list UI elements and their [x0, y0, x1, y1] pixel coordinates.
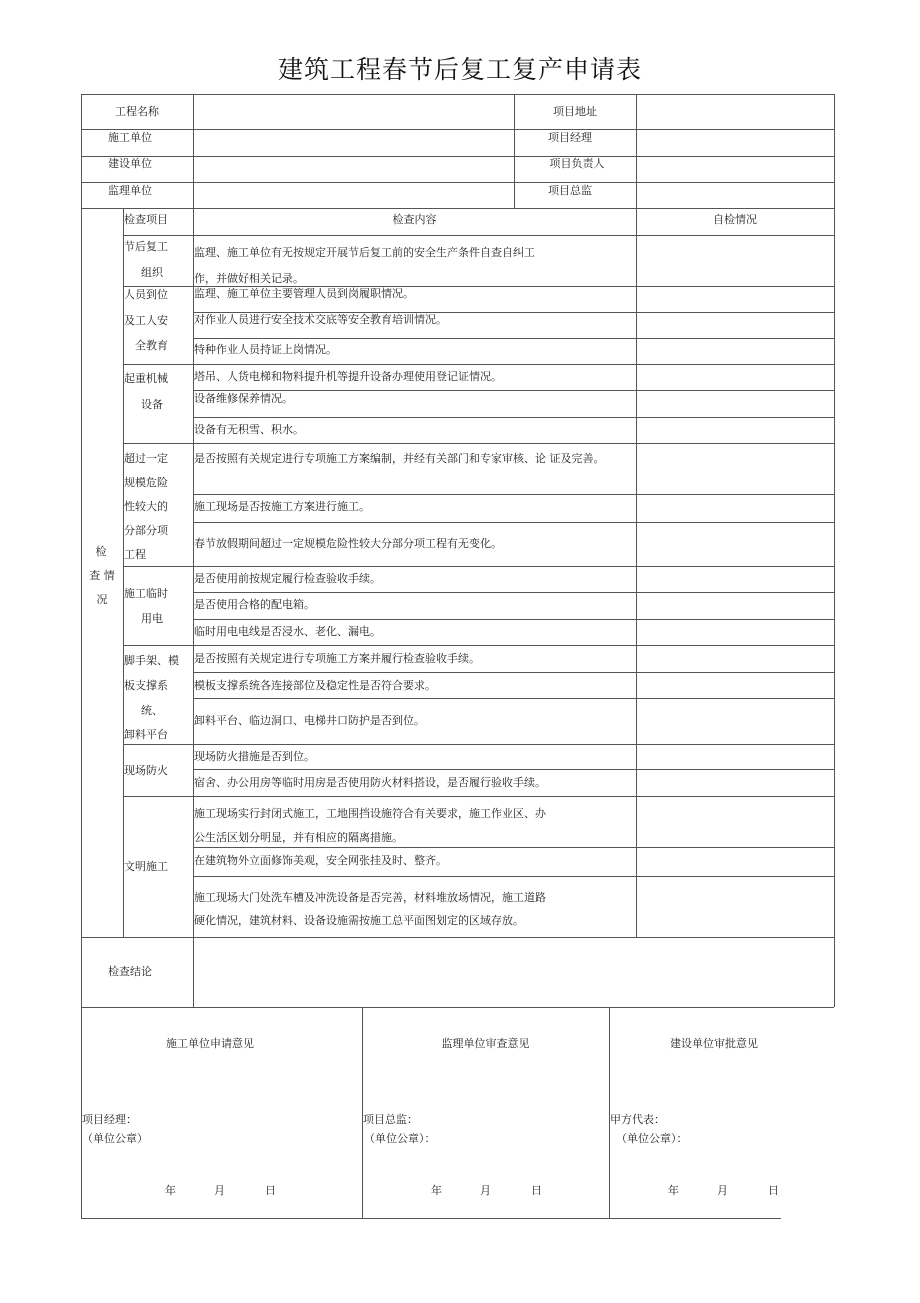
date-day: 日 [265, 1184, 276, 1197]
content-line: 作，并做好相关记录。 [194, 272, 304, 285]
item-label: 全教育 [135, 339, 168, 352]
item-label: 设备 [141, 398, 163, 411]
date-day: 日 [768, 1184, 779, 1197]
construction-signer-role: 项目经理： [82, 1113, 137, 1126]
date-year: 年 [165, 1184, 176, 1197]
content-line: 临时用电电线是否浸水、老化、漏电。 [194, 625, 381, 638]
date-day: 日 [531, 1184, 542, 1197]
item-label: 统、 [141, 704, 163, 717]
supervision-opinion-title: 监理单位审查意见 [441, 1037, 530, 1050]
content-line: 施工现场大门处洗车槽及冲洗设备是否完善，材料堆放场情况，施工道路 [194, 891, 546, 904]
side-label-line: 查 情 [89, 569, 115, 582]
side-label-line: 况 [96, 593, 108, 606]
item-label: 及工人安 [124, 314, 168, 327]
owner-unit-label: 建设单位 [108, 157, 152, 170]
item-label: 超过一定 [124, 452, 168, 465]
date-month: 月 [480, 1184, 491, 1197]
item-label: 脚手架、模 [124, 654, 179, 667]
item-label: 卸料平台 [124, 728, 168, 741]
content-line: 硬化情况，建筑材料、设备设施需按施工总平面图划定的区域存放。 [194, 914, 524, 927]
content-line: 宿舍、办公用房等临时用房是否使用防火材料搭设，是否履行验收手续。 [194, 776, 546, 789]
content-line: 特种作业人员持证上岗情况。 [194, 343, 337, 356]
item-label: 组织 [141, 266, 163, 279]
content-line: 现场防火措施是否到位。 [194, 750, 315, 763]
project-address-label: 项目地址 [553, 105, 597, 118]
owner-approval-title: 建设单位审批意见 [670, 1037, 758, 1050]
content-line: 对作业人员进行安全技术交底等安全教育培训情况。 [194, 313, 447, 326]
item-label: 分部分项 [124, 524, 168, 537]
conclusion-label: 检查结论 [108, 965, 152, 978]
content-line: 施工现场实行封闭式施工，工地围挡设施符合有关要求，施工作业区、办 [194, 807, 546, 820]
item-label: 工程 [124, 548, 146, 561]
content-line: 在建筑物外立面修饰美观，安全网张挂及时、整齐。 [194, 854, 447, 867]
item-label: 人员到位 [124, 288, 168, 301]
item-label: 板支撑系 [124, 679, 168, 692]
content-line: 施工现场是否按施工方案进行施工。 [194, 500, 370, 513]
content-line: 是否按照有关规定进行专项施工方案并履行检查验收手续。 [194, 652, 480, 665]
item-label: 性较大的 [124, 500, 168, 513]
date-month: 月 [214, 1184, 225, 1197]
construction-opinion-title: 施工单位申请意见 [166, 1037, 254, 1050]
content-line: 监理、施工单位主要管理人员到岗履职情况。 [194, 287, 414, 300]
side-label-line: 检 [95, 545, 107, 558]
date-month: 月 [717, 1184, 728, 1197]
content-line: 设备维修保养情况。 [194, 392, 293, 405]
content-line: 卸料平台、临边洞口、电梯井口防护是否到位。 [194, 714, 425, 727]
owner-seal: （单位公章）： [616, 1132, 688, 1145]
content-line: 设备有无积雪、积水。 [194, 423, 304, 436]
project-manager-label: 项目经理 [548, 131, 592, 144]
owner-signer-role: 甲方代表： [610, 1113, 665, 1126]
content-line: 是否按照有关规定进行专项施工方案编制，并经有关部门和专家审核、论 证及完善。 [194, 452, 605, 465]
item-label: 文明施工 [124, 860, 168, 873]
supervision-unit-label: 监理单位 [108, 184, 152, 197]
content-line: 塔吊、人货电梯和物料提升机等提升设备办理使用登记证情况。 [194, 370, 502, 383]
header-check-item: 检查项目 [124, 213, 168, 226]
chief-supervisor-label: 项目总监 [548, 184, 592, 197]
content-line: 监理、施工单位有无按规定开展节后复工前的安全生产条件自查自纠工 [194, 246, 535, 259]
supervision-seal: （单位公章）： [364, 1132, 436, 1145]
content-line: 是否使用前按规定履行检查验收手续。 [194, 572, 381, 585]
content-line: 春节放假期间超过一定规模危险性较大分部分项工程有无变化。 [194, 537, 502, 550]
item-label: 现场防火 [124, 764, 168, 777]
date-year: 年 [431, 1184, 442, 1197]
item-label: 用电 [141, 612, 163, 625]
page-title: 建筑工程春节后复工复产申请表 [277, 55, 642, 84]
item-label: 起重机械 [124, 372, 168, 385]
date-year: 年 [668, 1184, 679, 1197]
project-name-label: 工程名称 [115, 105, 159, 118]
project-leader-label: 项目负责人 [549, 157, 605, 170]
item-label: 节后复工 [124, 240, 168, 253]
item-label: 施工临时 [124, 587, 168, 600]
item-label: 规模危险 [124, 476, 168, 489]
header-check-content: 检查内容 [392, 213, 437, 226]
construction-unit-label: 施工单位 [108, 131, 152, 144]
content-line: 是否使用合格的配电箱。 [194, 598, 315, 611]
supervision-signer-role: 项目总监： [363, 1113, 418, 1126]
construction-seal: （单位公章） [82, 1132, 148, 1145]
content-line: 公生活区划分明显，并有相应的隔离措施。 [194, 831, 403, 844]
header-self-check: 自检情况 [713, 213, 757, 226]
content-line: 模板支撑系统各连接部位及稳定性是否符合要求。 [194, 679, 436, 692]
